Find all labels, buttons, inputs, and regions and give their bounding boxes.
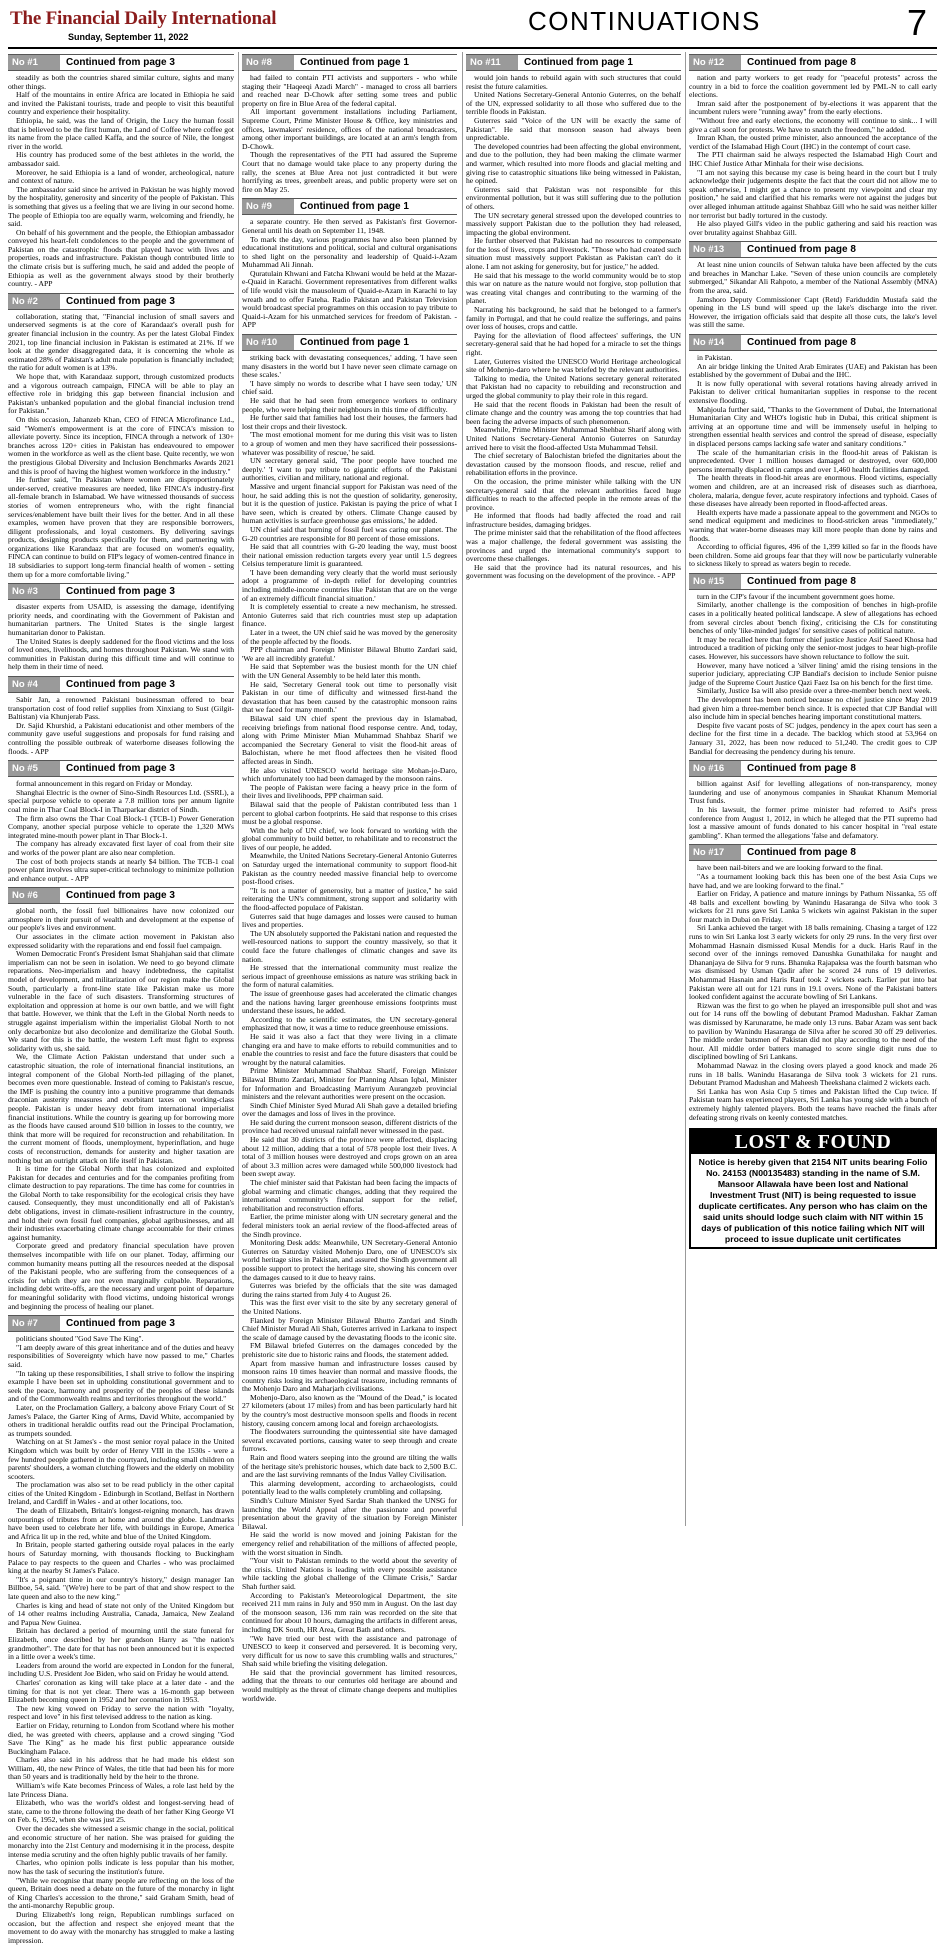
story-paragraph: He said that 30 districts of the province were affected, displacing about 12 million, adding that a total of 578 people lost their lives. A total of 3 million houses were destroyed and crops grown on an area of about 3.3 million acres were damaged while 500,000 livestock had been swept away.: [242, 1135, 457, 1179]
story-paragraph: Sabir Jan, a renowned Pakistani businessman offered to bear transportation cost of food relief supplies from Xinxiang to Sust (Gilgit-Baltistan) via Khunjerab Pass.: [8, 695, 234, 722]
story-paragraph: "I am deeply aware of this great inheritance and of the duties and heavy responsibilities of Sovereignty which have now passed to me," Charles said.: [8, 1342, 234, 1369]
story-paragraph: politicians shouted "God Save The King".: [16, 1334, 144, 1344]
column-3: [466, 52, 681, 1526]
story-paragraph: in Pakistan.: [697, 353, 733, 363]
story-paragraph: have been nail-biters and we are looking forward to the final.: [697, 863, 883, 873]
continued-from-label: Continued from page 8: [747, 337, 856, 349]
story-continuation: [8, 887, 234, 1311]
story-paragraph: Imran said after the postponement of by-elections it was apparent that the incumbent rulers were "running away" from the early elections.: [689, 98, 937, 117]
story-paragraph: The development has been noticed because no chief justice since May 2019 had given him a three-member bench since. It is expected that CJP Bandial will also include him in special benches hearing important constitutional matters.: [689, 695, 937, 722]
story-number: No #3: [8, 584, 60, 599]
continued-from-label: Continued from page 3: [66, 586, 175, 598]
story-continuation: [8, 54, 234, 289]
story-paragraph: The chief secretary of Balochistan briefed the dignitaries about the devastation caused by the monsoon floods, and rescue, relief and rehabilitation efforts in the province.: [466, 451, 681, 478]
story-paragraph: Quratulain Khwani and Fatcha Khwani would be held at the Mazar-e-Quaid in Karachi. Government representatives from different walks of life would visit the mausoleum of Quaid-e-Azam in Karachi to lay wreath and to offer Fateha. Radio Pakistan and Pakistan Television would broadcast special programmes on this occasion to pay tribute to Quaid-i-Azam for his unmatched services for freedom of Pakistan. - APP: [242, 268, 457, 330]
story-number: No #12: [689, 55, 741, 70]
story-paragraph: Bilawal said that the people of Pakistan contributed less than 1 percent to global carbon footprints. He said that response to this crises must be a global response.: [242, 799, 457, 827]
continued-from-label: Continued from page 3: [66, 295, 175, 307]
story-paragraph: collaboration, stating that, "Financial inclusion of small savers and underserved segments is at the core of Karandaaz's overall push for greater financial inclusion in the country. As per the latest Global Findex 2021, top line financial inclusion in Pakistan is estimated at 21%. If we look at the gender disaggregated data, it is concerning the whole as estimated 28% of Pakistan's adult male population is financially included; the ratio for adult women is at 13%.: [8, 311, 234, 373]
story-paragraph: Paying for the alleviation of flood affectees' sufferings, the UN secretary-general said that he had hoped for a miracle to set the things right.: [466, 330, 681, 357]
story-header: [689, 760, 937, 777]
story-paragraph: FM Bilawal briefed Guterres on the damages conceded by the prehistoric site due to historic rains and floods, the statement added.: [242, 1341, 457, 1359]
continued-from-label: Continued from page 8: [747, 763, 856, 775]
story-paragraph: "We have tried our best with the assistance and patronage of UNESCO to keep it conserved and persevered. It is becoming very, very difficult for us now to save this crumbling walls and structures," Shah said while briefing the visiting delegation.: [242, 1633, 457, 1669]
story-paragraph: With the help of UN chief, we look forward to working with the global community to build better, to rehabilitate and to reconstruct the lives of our people, he added.: [242, 825, 457, 852]
story-paragraph: United Nations Secretary-General Antonio Guterres, on the behalf of the UN, expressed solidarity to all those who suffered due to the terrible floods in Pakistan.: [466, 90, 681, 117]
continued-from-label: Continued from page 3: [66, 763, 175, 775]
story-paragraph: The health threats in flood-hit areas are enormous. Flood victims, especially women and children, are at an increased risk of diseases such as diarrhoea, cholera, malaria, dengue fever, acute respiratory infections and typhoid. Cases of these diseases have already been reported in flood-affected areas.: [689, 473, 937, 509]
story-paragraph: 'The most emotional moment for me during this visit was to listen to a group of women and men they have sacrificed their possessions-whatever was possibility of rescue,' he said.: [242, 430, 457, 457]
story-header: [689, 54, 937, 71]
story-paragraph: Moreover, he said Ethiopia is a land of wonder, archeological, nature and context of nature.: [8, 167, 234, 186]
story-paragraph: "It's a poignant time in our country's history," design manager Ian Billboe, 54, said. "(We're) here to be part of that and show respect to the late queen and also to the new king.": [8, 1574, 234, 1601]
continued-from-label: Continued from page 8: [747, 847, 856, 859]
story-paragraph: billion against Asif for levelling allegations of non-transparency, money laundering and use of anonymous companies in Shaukat Khanum Memorial Trust funds.: [689, 779, 937, 806]
continued-from-label: Continued from page 3: [66, 679, 175, 690]
story-paragraph: The death of Elizabeth, Britain's longest-reigning monarch, has drawn outpourings of tributes from at home and around the globe. Landmarks have been used to celebrate her life, with buildings in Europe, America and Africa lit up in the red, white and blue of the United Kingdom.: [8, 1506, 234, 1541]
story-paragraph: The proclamation was also set to be read publicly in the other capital cities of the United Kingdom - Edinburgh in Scotland, Belfast in Northern Ireland, and Cardiff in Wales - and at other locations, too.: [8, 1480, 234, 1507]
story-paragraph: On behalf of his government and the people, the Ethiopian ambassador conveyed his heart-felt condolences to the people and the government of Pakistan on the catastrophic floods that played havoc with lives and properties, roads and infrastructure. Pakistan though contributed little to the climate crisis but is suffering much, he said and added the people of Ethiopia as well as the government always stood by their brotherly country. - APP: [8, 227, 234, 289]
column-2: [242, 52, 457, 1703]
story-paragraph: We, the Climate Action Pakistan understand that under such a catastrophic situation, the role of international financial institutions, an integral component of the Global North-led pillaging of the planet, becomes even more questionable. Instead of coming to Pakistan's rescue, the IMF is pushing the country into a punitive programme that demands draconian austerity measures and exorbitant taxes on working-class people. Pakistan is under heavy debt from international imperialist financial institutions. While the country is gearing up for borrowing more as the floods have caused around $10 billion in losses to the country, we think that more will be required for reconstruction and rehabilitation. In the current moment of floods, unemployment, hyperinflation, and huge costs of reconstruction, demands for austerity and higher taxation are nothing but an outright attack on life itself in Pakistan.: [8, 1052, 234, 1165]
story-paragraph: PPP chairman and Foreign Minister Bilawal Bhutto Zardari said, 'We are all incredibly grateful.': [242, 645, 457, 663]
story-paragraph: Massive and urgent financial support for Pakistan was need of the hour, he said adding this is not the question of solidarity, generosity, but it is the question of justice. Pakistan is paying the price of what I have seen, which is created by others. Climate Change caused by human activities is surface greenhouse gas emissions,' he added.: [242, 481, 457, 526]
section-title: CONTINUATIONS: [528, 6, 761, 36]
story-header: [242, 54, 457, 71]
story-paragraph: Guterres said that huge damages and losses were caused to human lives and properties.: [242, 911, 457, 930]
story-number: No #13: [689, 242, 741, 257]
story-paragraph: The company has already excavated first layer of coal from their site and works of the power plant are also near completion.: [8, 839, 234, 857]
story-paragraph: He said, 'Secretary General took out time to personally visit Pakistan in our time of difficulty and witnessed first-hand the devastation that has been caused by the catastrophic monsoon rains that we faced for many month.': [242, 679, 457, 715]
continued-from-label: Continued from page 1: [300, 201, 409, 213]
story-paragraph: would join hands to rebuild again with such structures that could resist the future calamities.: [466, 73, 681, 91]
story-paragraph: It may be recalled here that former chief justice Justice Asif Saeed Khosa had introduced a tradition of picking only the senior-most judges to hear high-profile cases. However, his successors have shown reluctance to follow the suit.: [689, 634, 937, 662]
story-paragraph: In his lawsuit, the former prime minister had referred to Asif's press conference from August 1, 2012, in which he alleged that the PTI supremo had lost a massive amount of funds donated to his cancer hospital in "real estate gambling". Khan termed the allegations 'false and defamatory.: [689, 804, 937, 840]
story-paragraph: According to official figures, 496 of the 1,399 killed so far in the floods have been children. Some aid groups fear that they will now be particularly vulnerable to sickness likely to spread as waters begin to recede.: [689, 542, 937, 569]
story-paragraph: Watching on at St James's - the most senior royal palace in the United Kingdom which was built by order of Henry VIII in the 1530s - were a few hundred people gathered in the courtyard, including small children on parents' shoulders, a woman clutching flowers and the elderly on mobility scooters.: [8, 1437, 234, 1481]
story-paragraph: It is now fully operational with several rotations having already arrived in Pakistan to deliver critical humanitarian supplies in response to the recent extensive flooding.: [689, 378, 937, 405]
story-paragraph: The scale of the humanitarian crisis in the flood-hit areas of Pakistan is unprecedented. Over 1 million houses damaged or destroyed, over 600,000 persons internally displaced in camps and over 1,460 health facilities damaged.: [689, 447, 937, 474]
story-continuation: [242, 334, 457, 1703]
story-header: [8, 760, 234, 777]
story-paragraph: On the occasion, the prime minister while talking with the UN secretary-general said that the relevant authorities faced huge difficulties to reach to the affected people in the remote areas of the province.: [466, 476, 681, 512]
story-number: No #16: [689, 761, 741, 776]
story-paragraph: Despite five vacant posts of SC judges, pendency in the apex court has seen a decline for the first time in a decade. The backlog which stood at 53,964 on January 31, 2022, has been now reduced to 51,240. The credit goes to CJP Bandial for decreasing the pendency during his tenure.: [689, 720, 937, 756]
story-paragraph: The United States is deeply saddened for the flood victims and the loss of loved ones, livelihoods, and homes throughout Pakistan. We stand with communities in Pakistan during this difficult time and will continue to help them in their time of need.: [8, 636, 234, 672]
story-paragraph: He further observed that Pakistan had no resources to compensate for the loss of lives, crops and livestock. "Those who had created such situation must massively support Pakistan as Pakistan can't do it alone. I am not asking for generosity, but for justice," he added.: [466, 236, 681, 272]
column-1: [8, 52, 234, 1945]
story-paragraph: Shanghai Electric is the owner of Sino-Sindh Resources Ltd. (SSRL), a special purpose vehicle to operate a 7.8 million tons per annum lignite coal mine in Thar Coal Block-I in Tharparkar district of Sindh.: [8, 787, 234, 814]
story-paragraph: An air bridge linking the United Arab Emirates (UAE) and Pakistan has been established by the government of Dubai and the IHC.: [689, 361, 937, 380]
story-continuation: [689, 844, 937, 1122]
story-paragraph: Charles is king and head of state not only of the United Kingdom but of 14 other realms including Australia, Canada, Jamaica, New Zealand and Papua New Guinea.: [8, 1600, 234, 1627]
story-paragraph: "It is not a matter of generosity, but a matter of justice," he said reiterating the UN's commitment, strong support and solidarity with the flood-affected populace of Pakistan.: [242, 885, 457, 913]
lost-and-found-body: Notice is hereby given that 2154 NIT units bearing Folio No. 24153 (N00135483) standing in the name of S.M. Mansoor Allawala have been lost and National Investment Trust (NIT) is being requested to issue duplicate certificates. Any person who has claim on the said units should lodge such claim with NIT within 15 days of publication of this notice failing which NIT will proceed to issue duplicate unit certificates: [698, 1157, 928, 1245]
story-paragraph: disaster experts from USAID, is assessing the damage, identifying priority needs, and coordinating with the Government of Pakistan and humanitarian partners. The United States is the single largest humanitarian donor to Pakistan.: [8, 602, 234, 638]
story-paragraph: He said that September was the busiest month for the UN chief with the UN General Assembly to be held later this month.: [242, 662, 457, 680]
story-continuation: [689, 334, 937, 569]
story-paragraph: He further said that families had lost their houses, the farmers had lost their crops and their livestock.: [242, 413, 457, 431]
story-paragraph: Prime Minister Muhammad Shahbaz Sharif, Foreign Minister Bilawal Bhutto Zardari, Minister for Planning Ahsan Iqbal, Minister for Information and Broadcasting Marriyum Aurangzeb provincial ministers and the relevant authorities were present on the occasion.: [242, 1066, 457, 1102]
lost-and-found-notice: [689, 1128, 937, 1249]
story-paragraph: 'I have been demanding very clearly that the world must seriously adopt a programme of in-depth relief for developing countries including middle-income countries like Pakistan that are on the verge of an extremely difficult financial situation.': [242, 567, 457, 603]
continued-from-label: Continued from page 8: [747, 575, 856, 587]
continued-from-label: Continued from page 3: [66, 890, 175, 902]
story-paragraph: Leaders from around the world are expected in London for the funeral, including U.S. President Joe Biden, who said on Friday he would attend.: [8, 1660, 234, 1679]
story-paragraph: Meanwhile, Prime Minister Muhammad Shehbaz Sharif along with United Nations Secretary-General Antonio Guterres on Saturday arrived here to visit the flood-affected Usta Muhammad Tehsil.: [466, 425, 681, 452]
story-paragraph: He said that all countries with G-20 leading the way, must boost their national emission reduction targets every year until 1.5 degrees Celsius temperature limit is guaranteed.: [242, 542, 457, 569]
story-paragraph: Mohenjo-Daro, also known as the "Mound of the Dead," is located 27 kilometers (about 17 miles) from and has been particularly hard hit by the country's most destructive monsoon spells and floods in recent history, causing concern among local and foreign archaeologists.: [242, 1392, 457, 1428]
story-paragraph: William's wife Kate becomes Princess of Wales, a role last held by the late Princess Diana.: [8, 1781, 234, 1799]
story-paragraph: "While we recognise that many people are reflecting on the loss of the queen, Britain does need a debate on the future of the monarchy in light of King Charles's accession to the throne," said Graham Smith, head of the anti-monarchy Republic group.: [8, 1875, 234, 1911]
story-paragraph: formal announcement in this regard on Friday or Monday.: [16, 779, 193, 789]
story-paragraph: Mohammad Nawaz in the closing overs played a good knock and made 26 runs in 18 balls. Wanindu Hasaranga de Silva took 3 wickets for 21 runs. Debutant Pramod Madushan and Maheesh Theekshana claimed 2 wickets each.: [689, 1060, 937, 1088]
story-header: [689, 844, 937, 861]
story-header: [8, 293, 234, 310]
story-paragraph: He said that the provincial government has limited resources, adding that the threats to our centuries old heritage are abound and would multiply as the threat of climate change deepens and multiplies worldwide.: [242, 1667, 457, 1703]
story-header: [689, 241, 937, 258]
story-paragraph: Women Democratic Front's President Ismat Shahjahan said that climate imperialism can not be seen in isolation. We need to go beyond climate reparations. Neo-imperialism and heavy indebtedness, the capitalist model of development, and militarization of our region make the Global South, particularly a front-line state like Pakistan make us more vulnerable in the face of such disasters. Transforming structures of exploitation and oppression at home is our own battle, and we will fight that battle. However, we think that the Left in the Global North needs to struggle against imperialism within the imperialist Global North to not only decarbonize but also decolonize and demilitarize the Global South. We stand for this is the battle, the western Left must fight to express solidarity with us, she said.: [8, 949, 234, 1053]
story-paragraph: He said during the current monsoon season, different districts of the province had received unusual rainfall never witnessed in the past.: [242, 1117, 457, 1136]
story-continuation: [466, 54, 681, 581]
continued-from-label: Continued from page 1: [300, 337, 409, 349]
story-continuation: [242, 198, 457, 330]
story-paragraph: Earlier, the prime minister along with UN secretary general and the federal ministers took an aerial review of the flood-affected areas of the Sindh province.: [242, 1212, 457, 1239]
story-paragraph: Later, on the Proclamation Gallery, a balcony above Friary Court of St James's Palace, the Garter King of Arms, David White, accompanied by others in traditional heraldic outfits read out the Principal Proclamation, as trumpets sounded.: [8, 1402, 234, 1438]
story-paragraph: The PTI chairman said he always respected the Islamabad High Court and IHC Chief Justice Athar Minhala for their wise decisions.: [689, 150, 937, 168]
continued-from-label: Continued from page 1: [524, 57, 633, 68]
story-paragraph: Later, Guterres visited the UNESCO World Heritage archeological site of Mohenjo-daro where he was briefed by the relevant authorities.: [466, 356, 681, 375]
story-paragraph: steadily as both the countries shared similar culture, sights and many other things.: [8, 73, 234, 91]
story-paragraph: "As a tournament looking back this has been one of the best Asia Cups we have had, and we are looking forward to the final.": [689, 871, 937, 890]
story-continuation: [242, 54, 457, 194]
story-header: [8, 676, 234, 693]
story-paragraph: He said that the province had its natural resources, and his government was focusing on the development of the province. - APP: [466, 562, 681, 581]
story-paragraph: Monitoring Desk adds: Meanwhile, UN Secretary-General Antonio Guterres on Saturday visited Mohenjo Daro, one of UNESCO's six world heritage sites in Pakistan, and assured the Sindh government all possible support to protect the heritage site, showing his concern over the damages caused to it due to heavy rains.: [242, 1238, 457, 1282]
story-paragraph: "I am not saying this because my case is being heard in the court but I truly acknowledge their judgements despite the fact that the court did not allow me to speak otherwise, I might get a chance to present my viewpoint and clear my position," he said and clarified that his remarks were not against the judges but over alleged inhuman attitude against Shahbaz Gill who he said was neither killer nor terrorist but badly tortured in the custody.: [689, 167, 937, 220]
story-paragraph: a separate country. He then served as Pakistan's first Governor-General until his death on September 11, 1948.: [242, 217, 457, 235]
story-paragraph: Half of the mountains in entire Africa are located in Ethiopia he said and invited the Pakistani tourists, trade and people to visit this beautiful country and experience their hospitality.: [8, 90, 234, 117]
story-continuation: [689, 241, 937, 330]
story-paragraph: All important government installations including Parliament, Supreme Court, Prime Minister House & Office, key ministries and offices, lawmakers' residence, offices of the national broadcasters, among other important buildings, are located at an arm's length from D-Chowk.: [242, 107, 457, 151]
column-4-stories: [689, 54, 937, 1122]
story-paragraph: We hope that, with Karandaaz support, through customized products and a vigorous outreach campaign, FINCA will be able to play an effective role in bridging this gap between financial inclusion and Pakistan's unbanked population and the global financial inclusion trend for Pakistan.": [8, 372, 234, 416]
story-paragraph: Sri Lanka has won Asia Cup 5 times and Pakistan lifted the Cup twice. If Pakistan team has experienced players, Sri Lanka has young side with a bunch of extremely highly talented players. Both the teams have reached the finals after defeating strong rivals on keenly contested matches.: [689, 1086, 937, 1122]
issue-date: Sunday, September 11, 2022: [68, 32, 189, 42]
story-paragraph: It is completely essential to create a new mechanism, he stressed. Antonio Guterres said that rich countries must step up adaptation finance.: [242, 602, 457, 629]
continued-from-label: Continued from page 3: [66, 57, 175, 68]
story-header: [242, 334, 457, 351]
story-paragraph: Bilawal said UN chief spent the previous day in Islamabad, receiving briefings from national flood response centre. And, today, along with Prime Minister Mian Muhammad Shahbaz Sharif we accompanied the Secretary General to visit the flood-hit areas of Balochistan, where he met flood affectees then he visited flood affected areas in Sindh.: [242, 713, 457, 766]
story-number: No #10: [242, 335, 294, 350]
story-paragraph: Similarly, Justice Isa will also preside over a three-member bench next week.: [697, 686, 932, 696]
story-paragraph: He said that he had seen from emergence workers to ordinary people, who were helping their neighbours in this time of difficulty.: [242, 396, 457, 414]
story-paragraph: Corporate greed and predatory financial speculation have proven themselves incompatible with life on our planet. Today, affirming our common humanity means putting all the resources needed at the disposal of the Pakistani people, who are suffering from the consequences of a crisis for which they are not even marginally culpable. Reparations, including debt write-offs, are the necessary and urgent point of departure for meaningful solidarity with flood victims, undoing historical wrongs and beginning the process of healing our planet.: [8, 1241, 234, 1311]
story-paragraph: Earlier on Friday, A patience and mature innings by Pathum Nissanka, 55 off 48 balls and excellent bowling by Wanindu Hasaranga de Silva who took 3 wickets for 21 runs gave Sri Lanka 5 wickets win against Pakistan in the super four match in Dubai on Friday.: [689, 889, 937, 924]
story-paragraph: To mark the day, various programmes have also been planned by educational institutions and political, social and cultural organisations to shed light on the personality and leadership of Quaid-i-Azam Muhammad Ali Jinnah.: [242, 234, 457, 270]
newspaper-name: The Financial Daily International: [10, 8, 277, 29]
column-divider: [685, 52, 686, 1526]
story-number: No #5: [8, 761, 60, 776]
story-paragraph: turn in the CJP's favour if the incumbent government goes home.: [697, 591, 895, 601]
story-paragraph: Earlier on Friday, returning to London from Scotland where his mother died, he was greeted with cheers, applause and a crowd singing "God Save The King" as he made his first public appearance outside Buckingham Palace.: [8, 1720, 234, 1756]
masthead: [8, 2, 937, 46]
story-continuation: [689, 760, 937, 840]
story-number: No #7: [8, 1316, 60, 1331]
story-paragraph: The floodwaters surrounding the quintessential site have damaged several excavated portions, causing water to seep through and create furrows.: [242, 1427, 457, 1454]
story-paragraph: Guterres said that Pakistan was not responsible for this environmental pollution, but it was still suffering due to the pollution of others.: [466, 184, 681, 211]
story-paragraph: He also visited UNESCO world heritage site Mohan-jo-Daro, which unfortunately too had been damaged by the monsoon rains.: [242, 765, 457, 784]
story-paragraph: He informed that floods had badly affected the road and rail infrastructure besides, damaging bridges.: [466, 511, 681, 529]
story-paragraph: Later in a tweet, the UN chief said he was moved by the generosity of the people affected by the floods.: [242, 628, 457, 646]
story-paragraph: At least nine union councils of Sehwan taluka have been affected by the cuts and breaches in Manchar Lake. "Seven of these union councils are completely submerged," Sikandar Ali Rahpoto, a member of the National Assembly (MNA) from the area, said.: [689, 260, 937, 296]
story-paragraph: Elizabeth, who was the world's oldest and longest-serving head of state, came to the throne following the death of her father King George VI on Feb. 6, 1952, when she was just 25.: [8, 1798, 234, 1825]
story-paragraph: According to the scientific estimates, the UN secretary-general emphasized that now, it was a time to reduce greenhouse emissions.: [242, 1014, 457, 1033]
story-paragraph: His country has produced some of the best athletes in the world, the ambassador said.: [8, 150, 234, 168]
story-paragraph: global north, the fossil fuel billionaires have now colonized our atmosphere in their pursuit of wealth and development at the expense of our people's lives and environment.: [8, 906, 234, 933]
story-paragraph: He said that his message to the world community would be to stop this war on nature as the nature would not forgive, stop pollution that was creating vital changes and contributing to the warming of the planet.: [466, 270, 681, 306]
story-paragraph: The people of Pakistan were facing a heavy price in the form of their lives and livelihoods, PPP chairman said.: [242, 782, 457, 801]
continued-from-label: Continued from page 1: [300, 57, 409, 68]
story-number: No #2: [8, 294, 60, 309]
story-paragraph: Apart from massive human and infrastructure losses caused by monsoon rains 10 times heavier than normal and massive floods, the country risks losing its archaeological treasure, including remnants of the Mohenjo Daro and Maharjarh civilisations.: [242, 1358, 457, 1394]
story-paragraph: According to Pakistan's Meteorological Department, the site received 211 mm rains in July and 950 mm in August. On the last day of the monsoon season, 136 mm rain was recorded on the site that continued for about 10 hours, damaging the artifacts in different areas, including DK South, HR Area, Great Bath and others.: [242, 1590, 457, 1634]
story-paragraph: Over the decades she witnessed a seismic change in the social, political and economic structure of her nation. She was praised for guiding the monarchy into the 21st Century and modernising it in the process, despite intense media scrutiny and the often highly public travails of her family.: [8, 1824, 234, 1859]
story-paragraph: It is time for the Global North that has colonized and exploited Pakistan for decades and centuries and for the companies profiting from climate destruction to pay reparations. The time has come for countries in the Global North to take responsibility for the ecological crisis they have caused. Consequently, they must unconditionally end all of Pakistan's debt obligations, invest in climate-resilient infrastructure in the country, and hold their own fossil fuel companies, global agribusinesses, and all their industries exacerbating climate change accountable for their crimes against humanity.: [8, 1164, 234, 1242]
story-header: [8, 583, 234, 600]
story-paragraph: The ambassador said since he arrived in Pakistan he was highly moved by the hospitality, generosity and sincerity of the people of Pakistan. This is something that gives us a feeling that we are living in our second home. The people of Ethiopia too are equally warm, welcoming and friendly, he said.: [8, 184, 234, 229]
story-paragraph: He further said, "In Pakistan where women are disproportionately under-served, creative measures are needed, like FINCA's industry-first all-female branch in Islamabad. We have witnessed thousands of success stories of women entrepreneurs who, with the right financial services/enablement have built their lives for the better. And in all these examples, women have proven that they are responsible borrowers, diligent professionals, and loyal customers. By delivering savings products, designing products specifically for them, and partnering with organizations like Karandaaz that are focused on women's equality, FINCA can continue to build on FIP's legacy of women-centred finance in 18 subsidiaries to support long-term financial health of women - setting them up for a more comfortable living.": [8, 475, 234, 579]
story-paragraph: However, many have noticed a 'silver lining' amid the rising tensions in the superior judiciary, appreciating CJP Bandial's decision to include Senior puisne judge of the Supreme Court Justice Qazi Faez Isa on his bench for the first time.: [689, 660, 937, 687]
column-divider: [238, 52, 239, 1526]
story-paragraph: Charles also said in his address that he had made his eldest son William, 40, the new Prince of Wales, the title that had been his for more than 50 years and is traditionally held by the heir to the throne.: [8, 1755, 234, 1782]
story-header: [8, 887, 234, 904]
story-paragraph: Rain and flood waters seeping into the ground are tilting the walls of the heritage site's prehistoric houses, which date back to 2,500 B.C. and are the last surviving remnants of the Indus Valley Civilisation.: [242, 1453, 457, 1480]
story-paragraph: "Your visit to Pakistan reminds to the world about the severity of the crisis. United Nations is leading with every possible assistance while tackling the global challenge of the Climate Crisis," Sardar Shah further said.: [242, 1556, 457, 1591]
story-paragraph: Health experts have made a passionate appeal to the government and NGOs to send medical equipment and medicines to flood-stricken areas "immediately," warning that water-borne diseases may kill more people than done by rains and floods.: [689, 507, 937, 543]
story-header: [8, 54, 234, 71]
story-paragraph: Though the representatives of the PTI had assured the Supreme Court that no damage would take place to any property during the rally, the scenes at Blue Area not just contradicted it but were horrifying as trees, greenbelt areas, and public property were set on fire on May 25.: [242, 150, 457, 194]
story-number: No #14: [689, 335, 741, 350]
story-paragraph: UN secretary general said, 'The poor people have touched me deeply.' 'I want to pay tribute to gigantic efforts of the Pakistani authorities, civilian and military, national and regional.: [242, 456, 457, 483]
story-paragraph: Sindh's Culture Minister Syed Sardar Shah thanked the UNSG for launching the World Appeal after the passionate and powerful presentation about the gravity of the situation by Foreign Minister Bilawal.: [242, 1496, 457, 1531]
story-paragraph: Imran Khan, the ousted prime minister, also announced the acceptance of the verdict of the Islamabad High Court (IHC) in the contempt of court case.: [689, 133, 937, 151]
story-continuation: [8, 583, 234, 672]
column-4: [689, 52, 937, 1526]
story-paragraph: Talking to media, the United Nations secretary general reiterated that Pakistan had no capacity to rebuilding and reconstruction and urged the global community to play their role in this regard.: [466, 373, 681, 400]
story-paragraph: Similarly, another challenge is the composition of benches in high-profile cases in a politically heated political landscape. A slew of allegations has echoed from several circles about 'bench fixing', criticising the CJs for constituting benches of only 'like-minded judges' for sensitive cases of political nature.: [689, 600, 937, 636]
story-paragraph: The new king vowed on Friday to serve the nation with "loyalty, respect and love" in his first televised address to the nation as king.: [8, 1703, 234, 1722]
story-paragraph: The issue of greenhouse gases had accelerated the climatic changes and the nations having larger greenhouse emissions footprints must understand these issues, he added.: [242, 988, 457, 1016]
story-number: No #1: [8, 55, 60, 70]
page-number: 7: [906, 2, 927, 43]
story-paragraph: He stressed that the international community must realize the serious impact of greenhouse emissions as nature was striking back in the form of natural calamities.: [242, 963, 457, 990]
story-number: No #11: [466, 55, 518, 70]
story-paragraph: Guterres said "Voice of the UN will be exactly the same of Pakistan". He said that monsoon season had always been unpredictable.: [466, 115, 681, 143]
story-paragraph: Sindh Chief Minister Syed Murad Ali Shah gave a detailed briefing over the damages and loss of lives in the province.: [242, 1100, 457, 1119]
story-number: No #8: [242, 55, 294, 70]
story-header: [466, 54, 681, 71]
story-continuation: [8, 293, 234, 579]
story-paragraph: UN chief said that burning of fossil fuel was caring our planet. The G-20 countries are responsible for 80 percent of those emissions.: [242, 524, 457, 543]
story-paragraph: The chief minister said that Pakistan had been facing the impacts of global warming and climatic changes, adding that they required the international community's financial support for the relief, rehabilitation and reconstruction efforts.: [242, 1178, 457, 1213]
story-paragraph: Our associates in the climate action movement in Pakistan also expressed solidarity with the reparations and end fossil fuel campaign.: [8, 932, 234, 950]
story-paragraph: The cost of both projects stands at nearly $4 billion. The TCB-1 coal power plant involves ultra super-critical technology to minimize pollution and enhance output. - APP: [8, 856, 234, 883]
story-header: [8, 1315, 234, 1332]
story-paragraph: striking back with devastating consequences,' adding, 'I have seen many disasters in the world but I have never seen climate carnage on these scales.': [242, 353, 457, 380]
story-paragraph: "In taking up these responsibilities, I shall strive to follow the inspiring example I have been set in upholding constitutional government and to seek the peace, harmony and prosperity of the peoples of these islands and of the Commonwealth realms and territories throughout the world.": [8, 1368, 234, 1404]
story-paragraph: nation and party workers to get ready for "peaceful protests" across the country in a bid to force the coalition government led by PML-N to call early elections.: [689, 73, 937, 100]
story-paragraph: Jamshoro Deputy Commissioner Capt (Retd) Fariduddin Mustafa said the opening in the LS bund will speed up the lake's discharge into the river. However, the irrigation officials said that despite all those cuts, the lake's level was still the same.: [689, 294, 937, 330]
story-paragraph: He said that the recent floods in Pakistan had been the result of climate change and the country was among the top countries that had been facing the adverse impacts of such phenomenon.: [466, 399, 681, 426]
story-paragraph: He said it was also a fact that they were living in a climate changing era and have to make efforts to rebuild communities and to enable the countries to resist and face the future disasters that could be wrought by the natural calamities.: [242, 1031, 457, 1067]
story-paragraph: The prime minister said that the rehabilitation of the flood affectees was a major challenge, the federal government was assisting the provinces and urged the international community's support to overcome these challenges.: [466, 528, 681, 564]
story-paragraph: The developed countries had been affecting the global environment, and due to the pollution, they had been making the climate warmer and warmer, which resulted into more floods and glacial melting and giving rise to catastrophic situations like being witnessed in Pakistan, he opined.: [466, 141, 681, 186]
story-paragraph: This alarming development, according to archaeologists, could potentially lead to the walls completely crumbling and collapsing.: [242, 1478, 457, 1497]
story-paragraph: He also played Gill's video in the public gathering and said his reaction was over brutality against Shahbaz Gill.: [689, 219, 937, 237]
story-number: No #15: [689, 574, 741, 589]
story-number: No #17: [689, 845, 741, 860]
story-number: No #9: [242, 199, 294, 214]
story-paragraph: Narrating his background, he said that he belonged to a farmer's family in Portugal, and that he could realize the sufferings, and pains over loss of houses, crops and cattle.: [466, 305, 681, 332]
story-number: No #6: [8, 888, 60, 903]
page-columns: [8, 52, 937, 1945]
story-paragraph: Guterres was briefed by the officials that the site was damaged during the rains started from July 4 to August 26.: [242, 1281, 457, 1299]
story-continuation: [8, 1315, 234, 1945]
story-paragraph: The UN secretary general stressed upon the developed countries to massively support Pakistan due to the pollution they had released, impacting the global environment.: [466, 210, 681, 237]
story-paragraph: Charles' coronation as king will take place at a later date - and the timing for that is not yet clear. There was a 16-month gap between Elizabeth becoming queen in 1952 and her coronation in 1953.: [8, 1677, 234, 1705]
story-paragraph: The firm also owns the Thar Coal Block-1 (TCB-1) Power Generation Company, another special purpose vehicle to operate the 1,320 MWs integrated mine-mouth power plant in Thar Block-1.: [8, 813, 234, 840]
column-divider: [462, 52, 463, 1526]
story-paragraph: Mahjoula further said, "Thanks to the Government of Dubai, the International Humanitarian City and WHO's logistic hub in Dubai, this critical shipment is arriving at an opportune time and will be immensely useful in helping to strengthen essential health services and control the spread of disease, especially in displaced persons camps lacking safe water and sanitary conditions.": [689, 404, 937, 448]
story-paragraph: In Britain, people started gathering outside royal palaces in the early hours of Saturday morning, with thousands flocking to Buckingham Palace to pay respects to the queen and Charles - who was proclaimed king at the nearby St James's Palace.: [8, 1540, 234, 1576]
story-paragraph: 'I have simply no words to describe what I have seen today,' UN chief said.: [242, 378, 457, 397]
story-paragraph: had failed to contain PTI activists and supporters - who while staging their "Haqeeqi Azadi March" - managed to cross all barriers and reached near D-Chowk after setting some trees and public property on fire in Blue Area of the federal capital.: [242, 73, 457, 108]
story-paragraph: The UN absolutely supported the Pakistani nation and requested the well-resourced nations to support the country massively, so that it could face the future challenges of climatic changes and save its nation.: [242, 928, 457, 964]
story-paragraph: Rizwan was the first to go when he played an irresponsible pull shot and was out for 14 runs off the bowling of debutant Pramod Madushan. Fakhar Zaman was dismissed by Karunaratne, he made only 13 runs. Babar Azam was sent back to pavilion by Wanindu Hasaranga de Silva after he scored 30 off 29 deliveries. The middle order batsmen of Pakistan did not play according to the need of the hour. All middle order batters managed to score single digit runs due to disciplined bowling of Sri Lankans.: [689, 1000, 937, 1062]
story-paragraph: Britain has declared a period of mourning until the state funeral for Elizabeth, once described by her grandson Harry as "the nation's grandmother". The date for that has not been announced but it is expected in a little over a week's time.: [8, 1626, 234, 1662]
continued-from-label: Continued from page 3: [66, 1318, 175, 1330]
story-paragraph: Meanwhile, the United Nations Secretary-General Antonio Guterres on Saturday urged the international community to support flood-hit Pakistan as the country needed massive financial help to overcome post-flood crises.: [242, 851, 457, 887]
story-continuation: [689, 54, 937, 237]
lost-and-found-title: LOST & FOUND: [691, 1130, 935, 1154]
story-continuation: [8, 760, 234, 883]
story-continuation: [8, 676, 234, 756]
story-paragraph: This was the first ever visit to the site by any secretary general of the United Nations.: [242, 1298, 457, 1316]
masthead-rule: [8, 47, 937, 49]
story-paragraph: Ethiopia, he said, was the land of Origin, the Lucy the human fossil that is believed to be the first human, the Land of Coffee where coffee got its name from the place called Kaffa, and the source of Nile, the longest river in the world.: [8, 115, 234, 151]
continued-from-label: Continued from page 8: [747, 244, 856, 256]
story-paragraph: He said the world is now moved and joining Pakistan for the emergency relief and rehabilitation of the millions of affected people, with the worst situation in Sindh.: [242, 1530, 457, 1557]
story-paragraph: On this occasion, Jahanzeb Khan, CEO of FINCA Microfinance Ltd., said "Women's empowerment is at the core of FINCA's mission to alleviate poverty. Since its inception, FINCA through a network of 130+ branches across 120+ cities in Pakistan has endeavoured to empower women in the workforce as well as the client base. Quite recently, we won the prestigious Global Diversity and Inclusion Benchmarks Awards 2021 and this is proof of having the highest women workforce in the industry.": [8, 414, 234, 476]
story-header: [242, 198, 457, 215]
story-continuation: [689, 573, 937, 756]
story-paragraph: Flanked by Foreign Minister Bilawal Bhutto Zardari and Sindh Chief Minister Murad Ali Shah, Guterres arrived in Larkana to inspect the scale of damage caused by the devastating floods to the iconic site.: [242, 1315, 457, 1342]
story-header: [689, 573, 937, 590]
story-paragraph: Sri Lanka achieved the target with 18 balls remaining. Chasing a target of 122 runs to win Sri Lanka lost 3 early wickets for only 29 runs. In the very first over Mohammad Hasnain dismissed Kusal Mendis for a duck. Haris Rauf in the second over of the innings removed Danushka Gunathilaka for naught and Dhananjaya de Silva for 9 runs. Bhanuka Rajapaksa was the fourth batsman who was dismissed by Usman Qadir after he scored 24 runs of 19 deliveries. Mohammad Hasnain and Haris Rauf took 2 wickets each. Earlier put into bat Pakistan were all out for 121 runs in 19.1 overs. None of the Pakistani batters looked confident against the accurate bowling of Sri Lankans.: [689, 923, 937, 1002]
story-paragraph: Charles, who opinion polls indicate is less popular than his mother, now has the task of securing the institution's future.: [8, 1858, 234, 1876]
story-paragraph: Dr. Sajid Khurshid, a Pakistani educationist and other members of the community gave useful suggestions and proposals for fund raising and controlling the possible outbreak of waterborne diseases following the floods. - APP: [8, 720, 234, 756]
continued-from-label: Continued from page 8: [747, 57, 856, 68]
story-paragraph: "Without free and early elections, the economy will continue to sink... I will give a call soon for protests. We have to snatch the freedom," he added.: [689, 115, 937, 134]
story-number: No #4: [8, 677, 60, 692]
story-paragraph: During Elizabeth's long reign, Republican rumblings surfaced on occasion, but the affection and respect she enjoyed meant that the movement to do away with the monarchy has struggled to make a lasting impression.: [8, 1909, 234, 1945]
story-header: [689, 334, 937, 351]
